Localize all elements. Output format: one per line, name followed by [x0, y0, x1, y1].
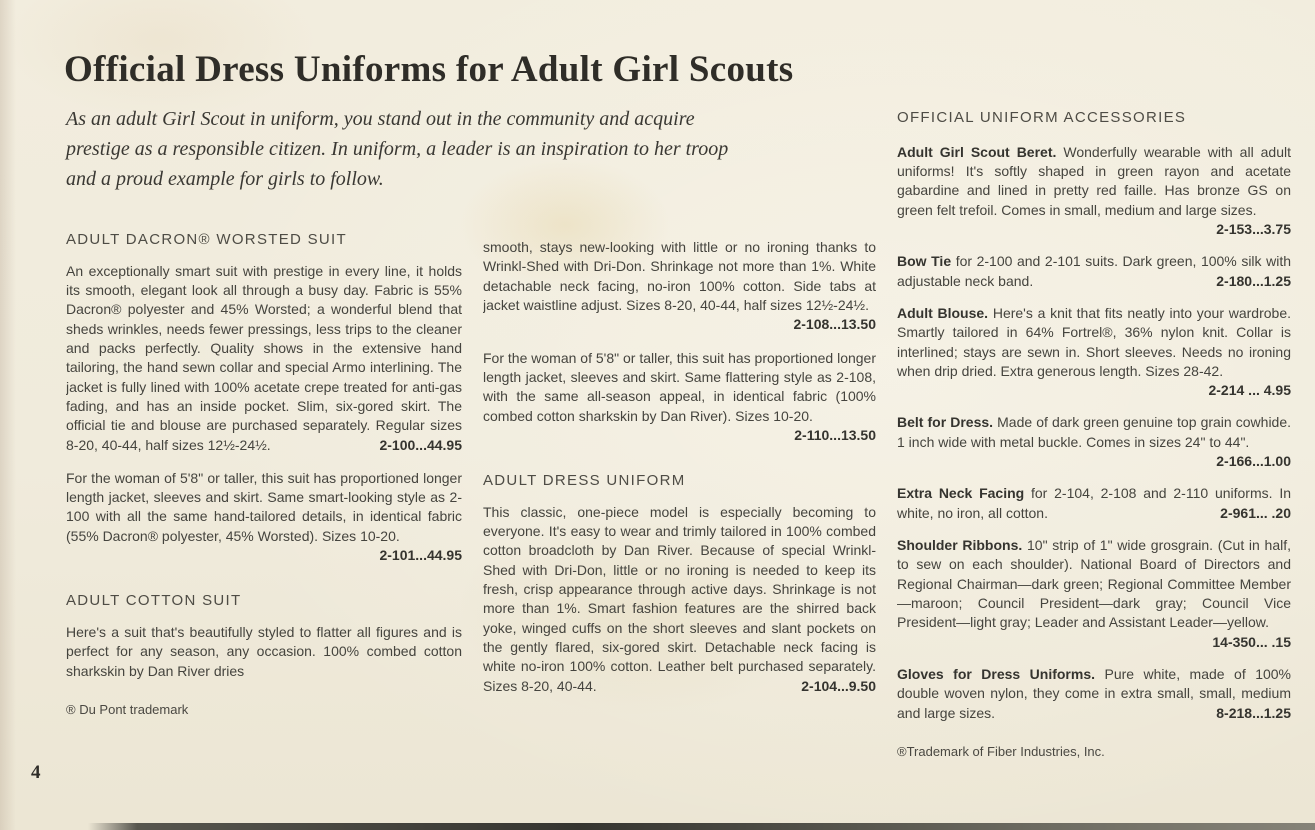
item-code-price: 8-218...1.25: [1216, 704, 1291, 721]
accessory-text: Made of dark green genuine top grain cowhide. 1 inch wide with metal buckle. Comes in sizes 24" to 44".: [897, 414, 1291, 450]
scan-bottom-edge: [88, 823, 1315, 830]
column-middle: [483, 238, 876, 710]
paragraph-cotton-suit: [66, 623, 462, 681]
accessory-item-adult-blouse: [897, 304, 1291, 401]
accessory-item-neck-facing: [897, 484, 1291, 523]
item-code-price: 2-101...44.95: [379, 547, 462, 564]
heading-adult-dacron-worsted-suit: ADULT DACRON® WORSTED SUIT: [66, 231, 347, 248]
column-left: [66, 230, 462, 719]
accessory-item-shoulder-ribbons: [897, 536, 1291, 652]
intro-paragraph: As an adult Girl Scout in uniform, you stand out in the community and acquire prestige as a responsible citizen. In uniform, a leader is an inspiration to her troop and a proud example for girls to follow.: [66, 108, 729, 190]
item-code-price: 2-110...13.50: [794, 426, 876, 443]
item-code-price: 2-153...3.75: [1216, 220, 1291, 237]
page-title: Official Dress Uniforms for Adult Girl Scouts: [64, 49, 794, 90]
heading-adult-dress-uniform: ADULT DRESS UNIFORM: [483, 472, 686, 490]
footnote-dupont-trademark: ® Du Pont trademark: [66, 702, 189, 717]
accessory-name: Bow Tie: [897, 253, 952, 270]
item-code-price: 2-180...1.25: [1216, 272, 1291, 289]
footnote-fiber-industries-trademark: ®Trademark of Fiber Industries, Inc.: [897, 743, 1105, 759]
accessory-text: Wonderfully wearable with all adult uniforms! It's softly shaped in green rayon and acetate gabardine and lined in pretty red faille. Has bronze GS on green felt trefoil. Comes in small, medium and large sizes.: [897, 143, 1291, 218]
accessory-name: Belt for Dress.: [897, 414, 994, 431]
accessory-text: 10" strip of 1" wide grosgrain. (Cut in half, to sew on each shoulder). National Board of Directors and Regional Chairman—dark green; Regional Committee Member—maroon; Council President—dark gray; Council Vice President—light gray; Leader and Assistant Leader—yellow.: [897, 537, 1291, 631]
item-code-price: 2-961... .20: [1220, 504, 1291, 521]
accessory-item-beret: [897, 143, 1291, 240]
accessory-name: Shoulder Ribbons.: [897, 537, 1023, 553]
item-code-price: 2-100...44.95: [379, 436, 462, 453]
paragraph-cotton-suit-tall: [483, 349, 876, 446]
paragraph-text: An exceptionally smart suit with prestige in every line, it holds its smooth, elegant look all through a busy day. Fabric is 55% Dacron® polyester and 45% Worsted; a wonderful blend that sheds wrinkles, needs fewer pressings, less trips to the cleaner and packs perfectly. Quality shows in the extensive hand tailoring, the hand sewn collar and special Armo interlining. The jacket is fully lined with 100% acetate crepe treated for anti-gas fading, and has an inside pocket. Slim, six-gored skirt. The official tie and blouse are purchased separately. Regular sizes 8-20, 40-44, half sizes 12½-24½.: [66, 262, 462, 453]
accessory-text: Pure white, made of 100% double woven nylon, they come in extra small, small, medium and large sizes.: [897, 665, 1291, 721]
item-code-price: 2-214 ... 4.95: [1208, 382, 1291, 399]
paragraph-dress-uniform: [483, 503, 876, 696]
paragraph-dacron-suit-tall: [66, 469, 462, 566]
item-code-price: 2-104...9.50: [801, 677, 876, 694]
paragraph-text: For the woman of 5'8" or taller, this suit has proportioned longer length jacket, sleeves and skirt. Same smart-looking style as 2-100 with all the same hand-tailored details, in identical fabric (55% Dacron® polyester, 45% Worsted). Sizes 10-20.: [66, 469, 462, 544]
accessory-text: for 2-100 and 2-101 suits. Dark green, 100% silk with adjustable neck band.: [897, 253, 1291, 289]
page-left-shadow: [0, 0, 16, 830]
accessory-text: for 2-104, 2-108 and 2-110 uniforms. In white, no iron, all cotton.: [897, 485, 1291, 521]
paragraph-dacron-suit: [66, 262, 462, 455]
accessory-name: Extra Neck Facing: [897, 485, 1025, 502]
column-right: [897, 108, 1291, 761]
accessory-name: Adult Girl Scout Beret.: [897, 143, 1057, 160]
accessory-item-bow-tie: [897, 252, 1291, 291]
item-code-price: 2-166...1.00: [1216, 453, 1291, 470]
item-code-price: 2-108...13.50: [793, 316, 876, 333]
accessory-name: Gloves for Dress Uniforms.: [897, 665, 1096, 682]
accessory-item-gloves: [897, 665, 1291, 723]
paragraph-text: smooth, stays new-looking with little or no ironing thanks to Wrinkl-Shed with Dri-Don. Shrinkage not more than 1%. White detachable neck facing, no-iron 100% cotton. Side tabs at jacket waistline adjust. Sizes 8-20, 40-44, half sizes 12½-24½.: [483, 239, 876, 313]
heading-official-uniform-accessories: OFFICIAL UNIFORM ACCESSORIES: [897, 109, 1187, 126]
paragraph-text: This classic, one-piece model is especially becoming to everyone. It's easy to wear and trimly tailored in 100% combed cotton broadcloth by Dan River. Because of special Wrinkl-Shed with Dri-Don, little or no ironing is needed to keep its fresh, crisp appearance through active days. Shrinkage is not more than 1%. Smart fashion features are the shirred back yoke, winged cuffs on the short sleeves and slant pockets on the gently flared, six-gored skirt. Detachable neck facing is white no-iron 100% cotton. Leather belt purchased separately. Sizes 8-20, 40-44.: [483, 503, 876, 694]
accessory-text: Here's a knit that fits neatly into your wardrobe. Smartly tailored in 64% Fortrel®, 36% nylon knit. Collar is interlined; stays are sewn in. Short sleeves. Needs no ironing when drip dried. Extra generous length. Sizes 28-42.: [897, 304, 1291, 379]
accessory-item-belt: [897, 413, 1291, 471]
accessory-name: Adult Blouse.: [897, 304, 989, 321]
paragraph-text: Here's a suit that's beautifully styled to flatter all figures and is perfect for any season, any occasion. 100% combed cotton sharkskin by Dan River dries: [66, 624, 462, 679]
paragraph-text: For the woman of 5'8" or taller, this suit has proportioned longer length jacket, sleeves and skirt. Same flattering style as 2-108, with the same all-season appeal, in identical fabric (100% combed cotton sharkskin by Dan River). Sizes 10-20.: [483, 349, 876, 424]
paragraph-cotton-suit-continued: [483, 238, 876, 335]
page-number: 4: [31, 762, 41, 783]
item-code-price: 14-350... .15: [1212, 633, 1291, 650]
heading-adult-cotton-suit: ADULT COTTON SUIT: [66, 592, 242, 610]
